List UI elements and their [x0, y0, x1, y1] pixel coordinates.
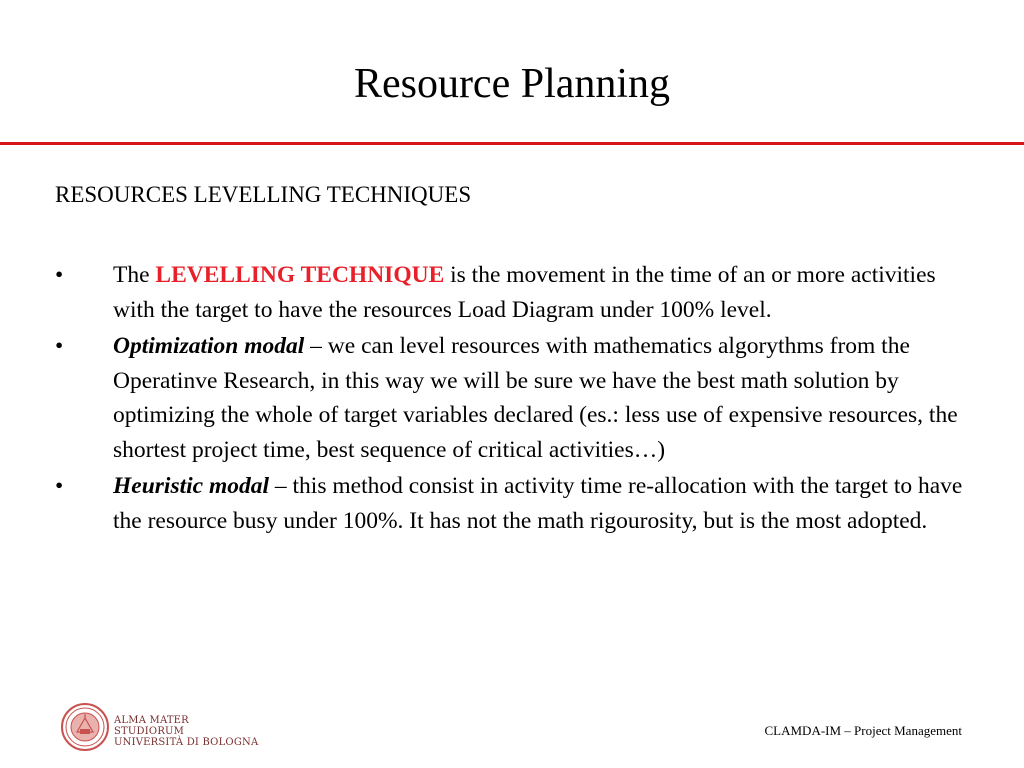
footer-course-label: CLAMDA-IM – Project Management — [764, 723, 962, 738]
bullet-body-text: – this method consist in activity time re-allocation with the target to have the resource busy under 100%. It has not the math rigourosity, but is the most adopted. — [113, 473, 963, 534]
logo-line-2: UNIVERSITÀ DI BOLOGNA — [114, 737, 259, 748]
bullet-item-optimization — [0, 329, 963, 467]
bullet-item-levelling — [0, 258, 963, 327]
bullet-marker: • — [55, 473, 64, 499]
university-seal-icon — [60, 702, 110, 752]
bullet-marker: • — [55, 262, 64, 288]
heuristic-modal-term: Heuristic modal — [113, 473, 270, 499]
bullet-marker: • — [55, 333, 64, 359]
bullet-item-heuristic — [0, 469, 963, 538]
levelling-technique-highlight: LEVELLING TECHNIQUE — [155, 262, 445, 288]
optimization-modal-term: Optimization modal — [113, 333, 305, 359]
university-logo — [60, 702, 260, 754]
title-divider — [0, 142, 1024, 145]
section-heading: RESOURCES LEVELLING TECHNIQUES — [55, 182, 472, 207]
bullet-body-text: is the movement in the time of an or more activities with the target to have the resources Load Diagram under 100% level. — [113, 262, 936, 323]
logo-line-1: ALMA MATER STUDIORUM — [114, 715, 189, 737]
bullet-body-text: – we can level resources with mathematics algorythms from the Operatinve Research, in this way we will be sure we have the best math solution by optimizing the whole of target variables declared (es.: less use of expensive resources, the shortest project time, best sequence of critical activities…) — [113, 333, 958, 463]
bullet-list — [0, 258, 1024, 540]
bullet-lead-text: The — [113, 262, 156, 288]
slide-title: Resource Planning — [353, 61, 671, 107]
